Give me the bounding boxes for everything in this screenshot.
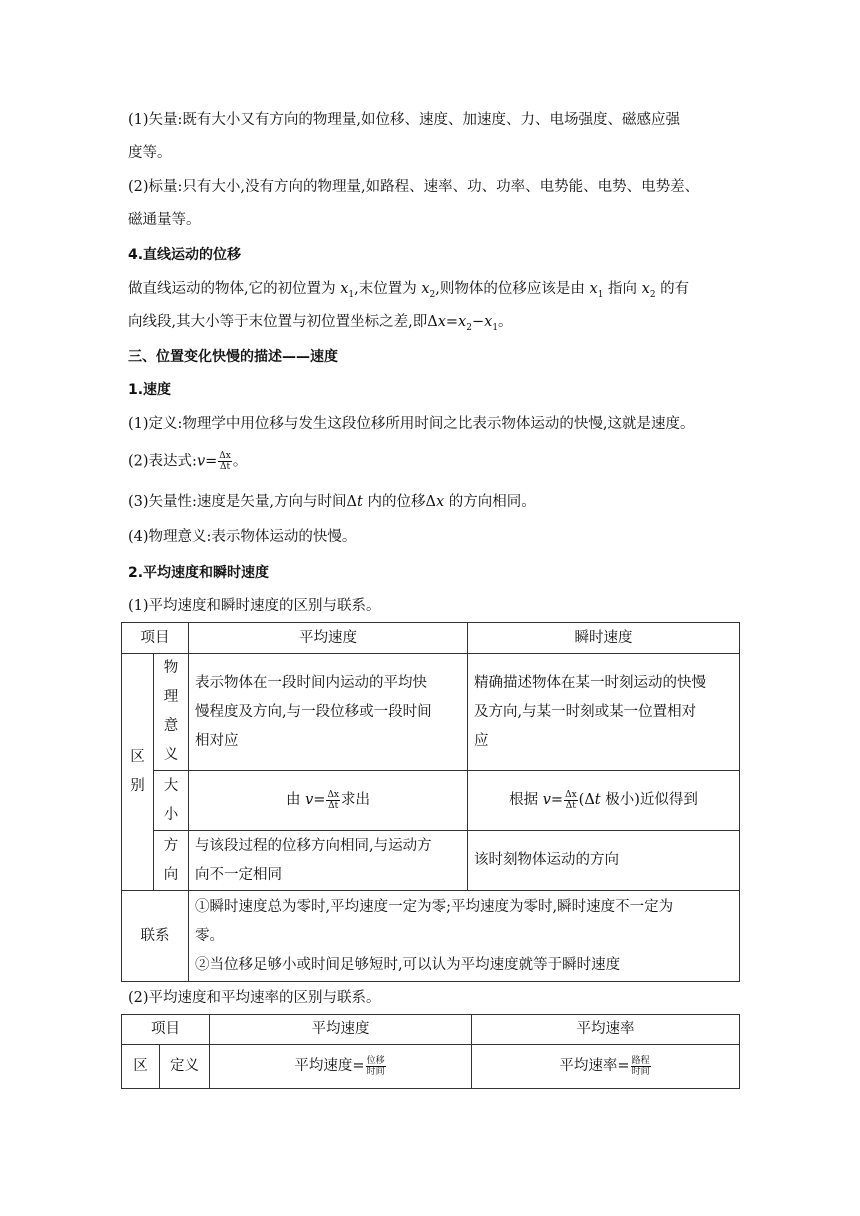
table2-average-velocity-definition: 平均速度= $\frac{\text{位移}}{\text{时间}}$ [210, 1045, 472, 1089]
scalar-paragraph-line-1: (2)标量:只有大小,没有方向的物理量,如路程、速率、功、功率、电势能、电势、电势差、 [128, 179, 700, 195]
table-average-velocity-vs-average-speed [121, 1014, 740, 1089]
speed-physical-meaning: (4)物理意义:表示物体运动的快慢。 [128, 529, 357, 545]
table1-header-instant: 瞬时速度 [468, 623, 740, 654]
table1-row-direction-instant: 该时刻物体运动的方向 [468, 831, 740, 891]
table2-header-item: 项目 [122, 1015, 210, 1045]
table1-connection-label: 联系 [122, 891, 189, 982]
fraction-dx-dt: $\frac{\Delta x}{\Delta t}$ [327, 789, 340, 811]
table1-row-direction-average: 与该段过程的位移方向相同,与运动方 向不一定相同 [189, 831, 468, 891]
heading-speed: 1.速度 [128, 382, 172, 398]
table1-row-meaning-label: 物 理 意 义 [154, 654, 189, 771]
table2-header-average-speed: 平均速率 [472, 1015, 740, 1045]
table1-header-item: 项目 [122, 623, 189, 654]
scalar-paragraph-line-2: 磁通量等。 [128, 212, 201, 228]
speed-expression: (2)表达式:v= $\frac{\Delta x}{\Delta t}$ 。 [128, 451, 248, 472]
speed-definition: (1)定义:物理学中用位移与发生这段位移所用时间之比表示物体运动的快慢,这就是速度。 [128, 416, 695, 432]
table1-row-meaning-average: 表示物体在一段时间内运动的平均快 慢程度及方向,与一段位移或一段时间 相对应 [189, 654, 468, 771]
table1-connection-text: ①瞬时速度总为零时,平均速度一定为零;平均速度为零时,瞬时速度不一定为 零。 ②当位移足够小或时间足够短时,可以认为平均速度就等于瞬时速度 [189, 891, 740, 982]
table1-row-magnitude-instant: 根据 v= $\frac{\Delta x}{\Delta t}$ (Δt 极小)近似得到 [468, 771, 740, 831]
fraction-distance-time: $\frac{\text{路程}}{\text{时间}}$ [631, 1055, 650, 1077]
table1-row-meaning-instant: 精确描述物体在某一时刻运动的快慢 及方向,与某一时刻或某一位置相对 应 [468, 654, 740, 771]
heading-displacement: 4.直线运动的位移 [128, 247, 242, 263]
table1-row-magnitude-label: 大 小 [154, 771, 189, 831]
vector-paragraph-line-2: 度等。 [128, 145, 172, 161]
table1-distinction-label: 区 别 [122, 654, 154, 891]
speed-vector-property: (3)矢量性:速度是矢量,方向与时间Δt 内的位移Δx 的方向相同。 [128, 494, 536, 510]
table1-header-average: 平均速度 [189, 623, 468, 654]
heading-section-3: 三、位置变化快慢的描述——速度 [128, 349, 338, 365]
heading-average-instant: 2.平均速度和瞬时速度 [128, 565, 270, 581]
table2-caption: (2)平均速度和平均速率的区别与联系。 [128, 990, 381, 1006]
table-average-vs-instant-velocity [121, 622, 740, 982]
fraction-dx-dt: $\frac{\Delta x}{\Delta t}$ [219, 451, 231, 472]
table2-definition-label: 定义 [160, 1045, 210, 1089]
displacement-paragraph-line-2: 向线段,其大小等于末位置与初位置坐标之差,即$\Delta x=x_2-x_1$。 [128, 314, 513, 333]
table2-average-speed-definition: 平均速率= $\frac{\text{路程}}{\text{时间}}$ [472, 1045, 740, 1089]
displacement-paragraph-line-1: 做直线运动的物体,它的初位置为 $x_1$,末位置为 $x_2$,则物体的位移应该是由 $x_1$ 指向 $x_2$ 的有 [128, 281, 690, 300]
table1-row-direction-label: 方 向 [154, 831, 189, 891]
table2-distinction-label: 区 [122, 1045, 160, 1089]
fraction-displacement-time: $\frac{\text{位移}}{\text{时间}}$ [366, 1055, 385, 1077]
table2-header-average-velocity: 平均速度 [210, 1015, 472, 1045]
table1-row-magnitude-average: 由 v= $\frac{\Delta x}{\Delta t}$ 求出 [189, 771, 468, 831]
fraction-dx-dt: $\frac{\Delta x}{\Delta t}$ [565, 789, 577, 811]
vector-paragraph-line-1: (1)矢量:既有大小又有方向的物理量,如位移、速度、加速度、力、电场强度、磁感应强 [128, 112, 681, 128]
table1-caption: (1)平均速度和瞬时速度的区别与联系。 [128, 598, 381, 614]
